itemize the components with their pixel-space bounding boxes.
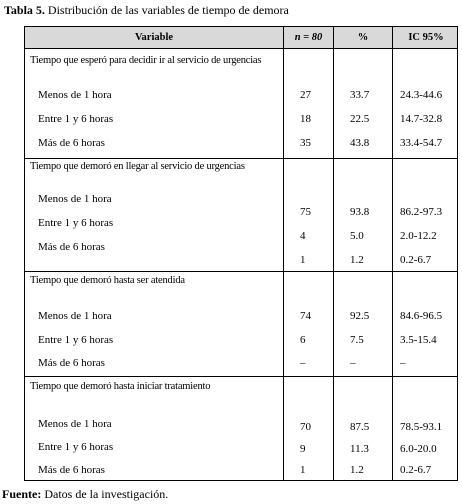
cell-ic: 78.5-93.1: [400, 421, 443, 433]
cell-n: 18: [300, 113, 311, 125]
cell-ic: 33.4-54.7: [400, 137, 443, 149]
section-divider: [25, 376, 457, 377]
cell-percent: 43.8: [350, 137, 370, 149]
table-caption: [4, 3, 289, 18]
cell-ic: 2.0-12.2: [400, 230, 437, 242]
table-number: Tabla 5.: [4, 3, 45, 17]
cell-n: –: [300, 357, 306, 369]
cell-percent: 7.5: [350, 334, 364, 346]
row-label: Menos de 1 hora: [38, 193, 112, 205]
cell-ic: 0.2-6.7: [400, 464, 432, 476]
source-text: Datos de la investigación.: [41, 487, 169, 501]
cell-n: 75: [300, 206, 311, 218]
cell-ic: 14.7-32.8: [400, 113, 443, 125]
section-title: Tiempo que esperó para decidir ir al servicio de urgencias: [30, 55, 262, 66]
cell-ic: 3.5-15.4: [400, 334, 437, 346]
cell-n: 35: [300, 137, 311, 149]
cell-ic: 24.3-44.6: [400, 89, 443, 101]
row-label: Más de 6 horas: [38, 464, 105, 476]
column-divider: [333, 27, 334, 480]
cell-n: 6: [300, 334, 306, 346]
column-divider: [283, 27, 284, 480]
row-label: Menos de 1 hora: [38, 418, 112, 430]
cell-ic: 6.0-20.0: [400, 443, 437, 455]
source-label: Fuente:: [2, 487, 42, 501]
cell-percent: 22.5: [350, 113, 370, 125]
cell-percent: 33.7: [350, 89, 370, 101]
cell-n: 70: [300, 421, 311, 433]
cell-percent: 1.2: [350, 254, 364, 266]
row-label: Entre 1 y 6 horas: [38, 334, 114, 346]
cell-percent: 11.3: [350, 443, 369, 455]
row-label: Entre 1 y 6 horas: [38, 441, 114, 453]
cell-n: 27: [300, 89, 311, 101]
cell-n: 1: [300, 464, 306, 476]
section-title: Tiempo que demoró en llegar al servicio de urgencias: [30, 161, 245, 172]
cell-percent: 92.5: [350, 310, 370, 322]
section-title: Tiempo que demoró hasta iniciar tratamiento: [30, 381, 211, 392]
cell-ic: 86.2-97.3: [400, 206, 443, 218]
table-source: [2, 487, 168, 502]
section-divider: [25, 271, 457, 272]
cell-n: 9: [300, 443, 306, 455]
cell-ic: 0.2-6.7: [400, 254, 432, 266]
row-label: Menos de 1 hora: [38, 89, 112, 101]
header-variable: Variable: [134, 32, 174, 43]
cell-ic: –: [400, 357, 406, 369]
cell-ic: 84.6-96.5: [400, 310, 443, 322]
table-title: Distribución de las variables de tiempo de demora: [44, 3, 289, 17]
header-ic: IC 95%: [408, 32, 444, 43]
row-label: Entre 1 y 6 horas: [38, 217, 114, 229]
cell-percent: 87.5: [350, 421, 370, 433]
cell-percent: 1.2: [350, 464, 364, 476]
header-percent: %: [357, 32, 369, 43]
cell-percent: 93.8: [350, 206, 370, 218]
header-n: n = 80: [294, 32, 323, 43]
cell-n: 4: [300, 230, 306, 242]
data-table: [24, 26, 458, 481]
row-label: Entre 1 y 6 horas: [38, 113, 114, 125]
row-label: Más de 6 horas: [38, 137, 105, 149]
row-label: Menos de 1 hora: [38, 310, 112, 322]
cell-n: 1: [300, 254, 306, 266]
row-label: Más de 6 horas: [38, 357, 105, 369]
section-title: Tiempo que demoró hasta ser atendida: [30, 275, 185, 286]
column-divider: [392, 27, 393, 480]
section-divider: [25, 158, 457, 159]
cell-percent: –: [350, 357, 356, 369]
cell-n: 74: [300, 310, 311, 322]
cell-percent: 5.0: [350, 230, 364, 242]
row-label: Más de 6 horas: [38, 241, 105, 253]
